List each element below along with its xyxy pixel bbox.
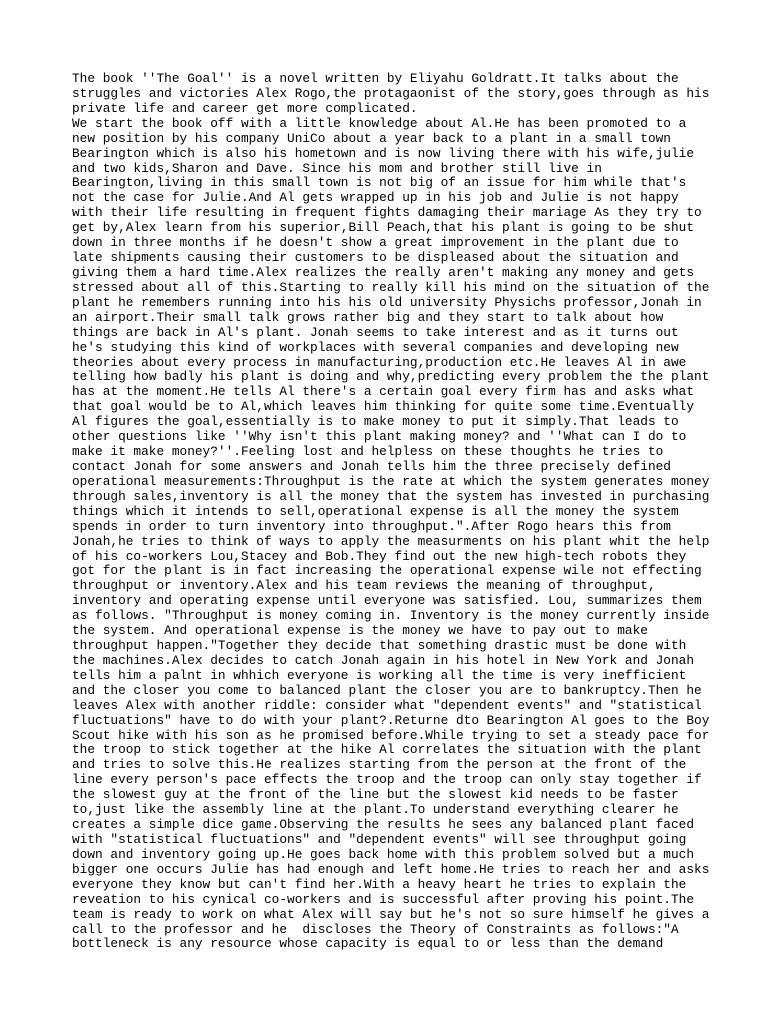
text-line: reveation to his cynical co-workers and is successful after proving his point.The <box>72 891 695 907</box>
text-line: Bearington which is also his hometown and is now living there with his wife,julie <box>72 145 695 161</box>
text-line: inventory and operating expense until everyone was satisfied. Lou, summarizes them <box>72 593 702 609</box>
text-line: stressed about all of this.Starting to really kill his mind on the situation of the <box>72 279 710 295</box>
text-line: down in three months if he doesn't show a great improvement in the plant due to <box>72 235 679 251</box>
text-line: plant he remembers running into his his old university Physichs professor,Jonah in <box>72 294 702 310</box>
text-line: things which it intends to sell,operational expense is all the money the system <box>72 503 679 519</box>
text-line: down and inventory going up.He goes back home with this problem solved but a much <box>72 846 695 862</box>
text-line: not the case for Julie.And Al gets wrapped up in his job and Julie is not happy <box>72 190 679 206</box>
text-line: other questions like ''Why isn't this plant making money? and ''What can I do to <box>72 429 687 445</box>
text-line: contact Jonah for some answers and Jonah tells him the three precisely defined <box>72 458 671 474</box>
text-line: bigger one occurs Julie has had enough and left home.He tries to reach her and asks <box>72 861 710 877</box>
text-line: giving them a hard time.Alex realizes the really aren't making any money and gets <box>72 264 695 280</box>
text-line: an airport.Their small talk grows rather big and they start to talk about how <box>72 309 664 325</box>
text-line: he's studying this kind of workplaces with several companies and developing new <box>72 339 679 355</box>
text-line: and tries to solve this.He realizes starting from the person at the front of the <box>72 757 687 773</box>
text-line: private life and career get more complicated. <box>72 100 418 116</box>
text-line: operational measurements:Throughput is the rate at which the system generates money <box>72 473 710 489</box>
text-line: fluctuations" have to do with your plant?.Returne dto Bearington Al goes to the Boy <box>72 712 710 728</box>
text-line: We start the book off with a little knowledge about Al.He has been promoted to a <box>72 115 687 131</box>
text-line: late shipments causing their customers to be displeased about the situation and <box>72 250 679 266</box>
text-line: things are back in Al's plant. Jonah seems to take interest and as it turns out <box>72 324 679 340</box>
text-line: to,just like the assembly line at the plant.To understand everything clearer he <box>72 802 679 818</box>
text-line: get by,Alex learn from his superior,Bill Peach,that his plant is going to be shut <box>72 220 695 236</box>
text-line: The book ''The Goal'' is a novel written by Eliyahu Goldratt.It talks about the <box>72 71 679 86</box>
text-line: team is ready to work on what Alex will say but he's not so sure himself he gives a <box>72 906 710 922</box>
text-line: telling how badly his plant is doing and why,predicting every problem the the plant <box>72 369 710 385</box>
text-line: with "statistical fluctuations" and "dependent events" will see throughput going <box>72 832 687 848</box>
text-line: throughput happen."Together they decide that something drastic must be done with <box>72 638 687 654</box>
text-line: struggles and victories Alex Rogo,the protagaonist of the story,goes through as his <box>72 85 710 101</box>
text-line: line every person's pace effects the troop and the troop can only stay together if <box>72 772 702 788</box>
text-line: theories about every process in manufacturing,production etc.He leaves Al in awe <box>72 354 687 370</box>
text-line: Scout hike with his son as he promised before.While trying to set a steady pace for <box>72 727 710 743</box>
text-line: got for the plant is in fact increasing the operational expense wile not effecting <box>72 563 702 579</box>
text-line: new position by his company UniCo about a year back to a plant in a small town <box>72 130 671 146</box>
text-line: spends in order to turn inventory into throughput.".After Rogo hears this from <box>72 518 671 534</box>
text-line: with their life resulting in frequent fights damaging their mariage As they try to <box>72 205 702 221</box>
text-line: the machines.Alex decides to catch Jonah again in his hotel in New York and Jonah <box>72 652 695 668</box>
text-line: and the closer you come to balanced plant the closer you are to bankruptcy.Then he <box>72 682 702 698</box>
text-line: throughput or inventory.Alex and his team reviews the meaning of throughput, <box>72 578 656 594</box>
text-line: the system. And operational expense is the money we have to pay out to make <box>72 623 648 639</box>
text-line: leaves Alex with another riddle: consider what "dependent events" and "statistical <box>72 697 702 713</box>
text-line: call to the professor and he discloses the Theory of Constraints as follows:"A <box>72 921 679 937</box>
text-line: bottleneck is any resource whose capacity is equal to or less than the demand <box>72 936 664 952</box>
text-line: Bearington,living in this small town is not big of an issue for him while that's <box>72 175 687 191</box>
text-line: everyone they know but can't find her.With a heavy heart he tries to explain the <box>72 876 687 892</box>
text-line: as follows. "Throughput is money coming in. Inventory is the money currently inside <box>72 608 710 624</box>
text-line: make it make money?''.Feeling lost and helpless on these thoughts he tries to <box>72 444 664 460</box>
text-line: the slowest guy at the front of the line but the slowest kid needs to be faster <box>72 787 679 803</box>
text-line: through sales,inventory is all the money that the system has invested in purchasing <box>72 488 710 504</box>
text-line: creates a simple dice game.Observing the results he sees any balanced plant faced <box>72 817 695 833</box>
text-line: that goal would be to Al,which leaves him thinking for quite some time.Eventually <box>72 399 695 415</box>
text-line: of his co-workers Lou,Stacey and Bob.They find out the new high-tech robots they <box>72 548 687 564</box>
text-line: tells him a palnt in whhich everyone is working all the time is very inefficient <box>72 667 687 683</box>
text-line: and two kids,Sharon and Dave. Since his mom and brother still live in <box>72 160 602 176</box>
text-line: Al figures the goal,essentially is to make money to put it simply.That leads to <box>72 414 679 430</box>
text-line: the troop to stick together at the hike Al correlates the situation with the plant <box>72 742 702 758</box>
text-line: has at the moment.He tells Al there's a certain goal every firm has and asks what <box>72 384 695 400</box>
text-line: Jonah,he tries to think of ways to apply the measurments on his plant whit the help <box>72 533 710 549</box>
document-page <box>72 72 712 952</box>
